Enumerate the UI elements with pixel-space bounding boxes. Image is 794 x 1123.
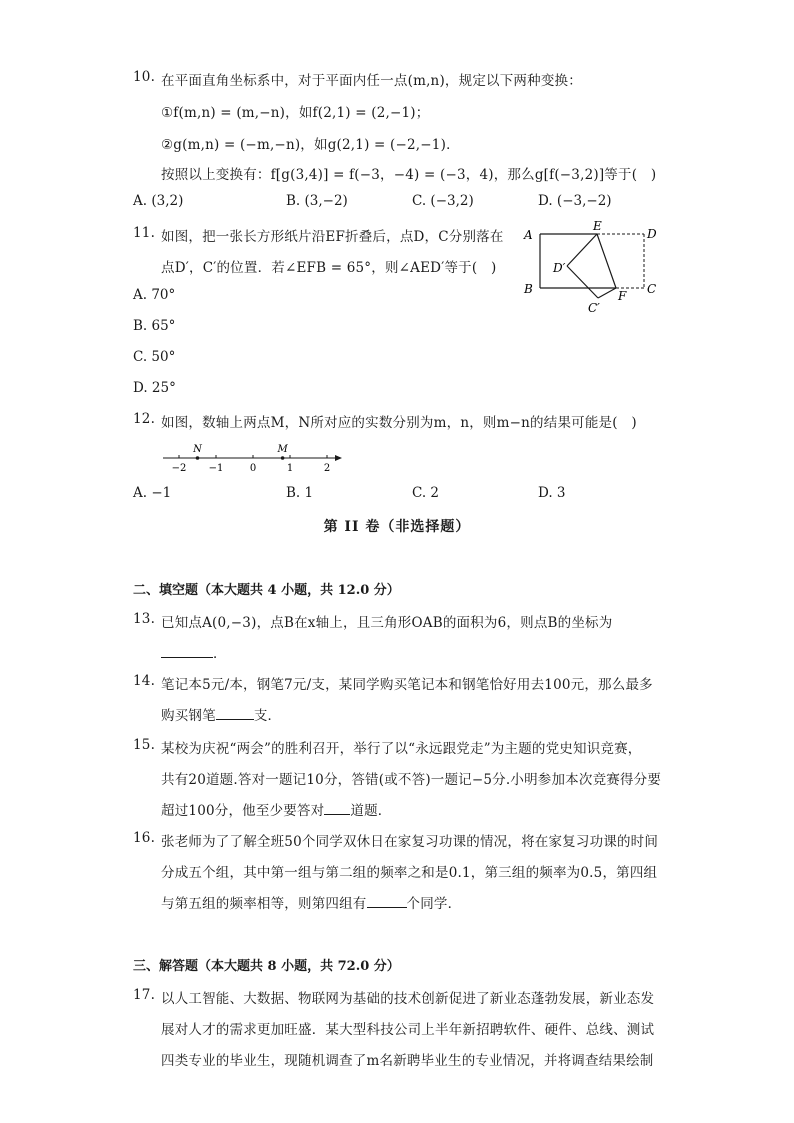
q13-end: ． xyxy=(213,646,227,662)
q17-line3: 四类专业的毕业生，现随机调查了m名新聘毕业生的专业情况，并将调查结果绘制 xyxy=(161,1053,654,1069)
q13-answer-blank[interactable] xyxy=(161,643,213,658)
q10-stem: 在平面直角坐标系中，对于平面内任一点(m,n)，规定以下两种变换： xyxy=(161,73,582,89)
q17-line1: 以人工智能、大数据、物联网为基础的技术创新促进了新业态蓬勃发展，新业态发 xyxy=(161,991,655,1007)
axis-tick-label: −1 xyxy=(208,463,224,474)
q14-line2-post: 支． xyxy=(253,708,282,724)
q16-number: 16. xyxy=(133,830,156,846)
q15-number: 15. xyxy=(133,737,156,753)
label-D-prime: D′ xyxy=(553,261,566,275)
point-label-M: M xyxy=(277,444,288,455)
q14-number: 14. xyxy=(133,673,156,689)
q13-line1: 已知点A(0,−3)，点B在x轴上，且三角形OAB的面积为6，则点B的坐标为 xyxy=(161,615,613,631)
q14-line2-pre: 购买钢笔 xyxy=(161,708,216,724)
part2-title: 第 II 卷（非选择题） xyxy=(323,519,471,535)
q11-fold-figure xyxy=(518,220,668,320)
edge-ED-prime xyxy=(567,234,597,266)
q16-line3-post: 个同学． xyxy=(406,896,462,912)
section2-title: 二、填空题（本大题共 4 小题，共 12.0 分） xyxy=(133,583,400,598)
q14-line2 xyxy=(161,704,281,724)
q15-line1: 某校为庆祝“两会”的胜利召开，举行了以“永远跟党走”为主题的党史知识竞赛， xyxy=(161,741,642,757)
label-B: B xyxy=(524,282,533,296)
q12-option-a: A. −1 xyxy=(133,485,172,501)
label-F: F xyxy=(618,289,627,303)
q15-line3 xyxy=(161,799,391,819)
fold-line-EF xyxy=(597,234,616,288)
point-label-N: N xyxy=(193,444,202,455)
q16-line3-pre: 与第五组的频率相等，则第四组有 xyxy=(161,896,367,912)
point-N xyxy=(196,456,200,460)
q11-option-a: A. 70° xyxy=(133,287,176,303)
q12-stem: 如图，数轴上两点M，N所对应的实数分别为m，n，则m−n的结果可能是( ) xyxy=(161,415,637,431)
q15-answer-blank[interactable] xyxy=(324,800,350,815)
q10-rule2: ②g(m,n) = (−m,−n)，如g(2,1) = (−2,−1)． xyxy=(161,137,460,153)
q10-option-c: C. (−3,2) xyxy=(412,193,474,209)
q10-option-b: B. (3,−2) xyxy=(286,193,348,209)
edge-Cprime-F xyxy=(598,288,616,298)
axis-tick-label: 1 xyxy=(286,463,294,474)
q16-line1: 张老师为了了解全班50个同学双休日在家复习功课的情况，将在家复习功课的时间 xyxy=(161,834,659,850)
axis-arrow xyxy=(335,455,342,461)
axis-tick-label: 2 xyxy=(323,463,331,474)
q15-line2: 共有20道题.答对一题记10分，答错(或不答)一题记−5分.小明参加本次竞赛得分要 xyxy=(161,772,662,788)
label-C: C xyxy=(647,282,657,296)
q14-line1: 笔记本5元/本，钢笔7元/支，某同学购买笔记本和钢笔恰好用去100元，那么最多 xyxy=(161,677,653,693)
axis-tick-label: 0 xyxy=(249,463,257,474)
label-A: A xyxy=(524,228,533,242)
label-E: E xyxy=(593,220,602,233)
q15-line3-pre: 超过100分，他至少要答对 xyxy=(161,803,325,819)
q12-option-d: D. 3 xyxy=(538,485,566,501)
q16-line3 xyxy=(161,892,461,912)
label-D: D xyxy=(647,227,657,241)
q12-option-c: C. 2 xyxy=(412,485,440,501)
q11-line1: 如图，把一张长方形纸片沿EF折叠后，点D，C分别落在 xyxy=(161,229,504,245)
q15-line3-post: 道题． xyxy=(350,803,392,819)
q11-option-b: B. 65° xyxy=(133,318,176,334)
q12-number-line xyxy=(158,440,348,476)
point-M xyxy=(281,456,285,460)
q17-number: 17. xyxy=(133,987,156,1003)
q10-ask: 按照以上变换有：f[g(3,4)] = f(−3，−4) = (−3，4)，那么g[f(−3,2)]等于( ) xyxy=(161,167,657,183)
q12-number: 12. xyxy=(133,411,156,427)
q10-option-a: A. (3,2) xyxy=(133,193,184,209)
edge-Dprime-Cprime xyxy=(567,266,598,298)
q17-line2: 展对人才的需求更加旺盛．某大型科技公司上半年新招聘软件、硬件、总线、测试 xyxy=(161,1022,655,1038)
section3-title: 三、解答题（本大题共 8 小题，共 72.0 分） xyxy=(133,959,400,974)
q16-line2: 分成五个组，其中第一组与第二组的频率之和是0.1，第三组的频率为0.5，第四组 xyxy=(161,865,658,881)
q11-option-d: D. 25° xyxy=(133,380,176,396)
q10-number: 10. xyxy=(133,69,156,85)
axis-tick-label: −2 xyxy=(171,463,187,474)
q11-option-c: C. 50° xyxy=(133,349,176,365)
q16-answer-blank[interactable] xyxy=(367,893,407,908)
q14-answer-blank[interactable] xyxy=(216,705,254,720)
q12-option-b: B. 1 xyxy=(286,485,314,501)
q11-line2: 点D′，C′的位置．若∠EFB = 65°，则∠AED′等于( ) xyxy=(161,260,497,276)
q13-number: 13. xyxy=(133,611,156,627)
q11-number: 11. xyxy=(133,225,156,241)
q10-option-d: D. (−3,−2) xyxy=(538,193,612,209)
q10-rule1: ①f(m,n) = (m,−n)，如f(2,1) = (2,−1)； xyxy=(161,105,430,121)
label-C-prime: C′ xyxy=(588,301,600,315)
q13-line2 xyxy=(161,642,227,662)
